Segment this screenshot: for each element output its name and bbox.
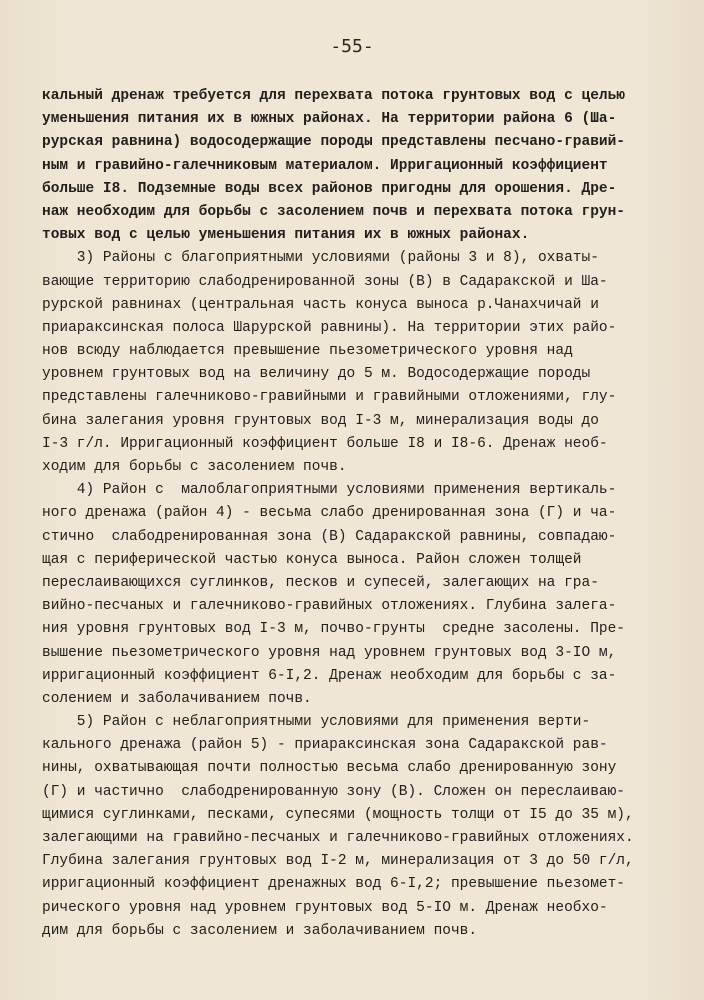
text-line: ния уровня грунтовых вод I-3 м, почво-грунты средне засолены. Пре- bbox=[42, 621, 625, 638]
text-line: рурской равнинах (центральная часть конуса выноса р.Чанахчичай и bbox=[42, 296, 599, 313]
text-line: рурская равнина) водосодержащие породы представлены песчано-гравий- bbox=[42, 134, 625, 151]
text-line: уменьшения питания их в южных районах. На территории района 6 (Ша- bbox=[42, 111, 617, 128]
text-line: вийно-песчаных и галечниково-гравийных отложениях. Глубина залега- bbox=[42, 598, 617, 615]
text-line: товых вод с целью уменьшения питания их в южных районах. bbox=[42, 227, 530, 244]
text-line: ного дренажа (район 4) - весьма слабо дренированная зона (Г) и ча- bbox=[42, 505, 617, 522]
text-line: 3) Районы с благоприятными условиями (районы 3 и 8), охваты- bbox=[42, 250, 599, 267]
text-line: стично слабодренированная зона (В) Садаракской равнины, совпадаю- bbox=[42, 528, 617, 545]
text-line: залегающими на гравийно-песчаных и галечниково-гравийных отложениях. bbox=[42, 830, 634, 846]
text-line: солением и заболачиванием почв. bbox=[42, 690, 312, 707]
text-line: (Г) и частично слабодренированную зону (В). Сложен он переслаиваю- bbox=[42, 783, 625, 800]
body-text bbox=[42, 85, 674, 943]
text-line: нов всюду наблюдается превышение пьезометрического уровня над bbox=[42, 343, 573, 360]
text-line: бина залегания уровня грунтовых вод I-3 м, минерализация воды до bbox=[42, 412, 599, 429]
text-line: кального дренажа (район 5) - приараксинская зона Садаракской рав- bbox=[42, 737, 608, 754]
text-line: 4) Район с малоблагоприятными условиями применения вертикаль- bbox=[42, 482, 617, 499]
text-line: ходим для борьбы с засолением почв. bbox=[42, 459, 347, 475]
text-line: ирригационный коэффициент дренажных вод 6-I,2; превышение пьезомет- bbox=[42, 876, 625, 893]
text-line: наж необходим для борьбы с засолением почв и перехвата потока грун- bbox=[42, 203, 625, 220]
text-line: больше I8. Подземные воды всех районов пригодны для орошения. Дре- bbox=[42, 180, 617, 197]
page-number: -55- bbox=[330, 36, 374, 57]
text-line: рического уровня над уровнем грунтовых вод 5-IO м. Дренаж необхо- bbox=[42, 899, 608, 916]
text-line: Глубина залегания грунтовых вод I-2 м, минерализация от 3 до 50 г/л, bbox=[42, 853, 634, 870]
text-line: ирригационный коэффициент 6-I,2. Дренаж необходим для борьбы с за- bbox=[42, 667, 617, 684]
text-line: уровнем грунтовых вод на величину до 5 м. Водосодержащие породы bbox=[42, 366, 591, 383]
text-line: представлены галечниково-гравийными и гравийными отложениями, глу- bbox=[42, 389, 617, 406]
text-line: приараксинская полоса Шарурской равнины). На территории этих райо- bbox=[42, 319, 617, 336]
text-line: щая с периферической частью конуса выноса. Район сложен толщей bbox=[42, 551, 582, 568]
text-line: I-3 г/л. Ирригационный коэффициент больше I8 и I8-6. Дренаж необ- bbox=[42, 435, 608, 452]
text-line: 5) Район с неблагоприятными условиями для применения верти- bbox=[42, 714, 591, 731]
text-line: нины, охватывающая почти полностью весьма слабо дренированную зону bbox=[42, 760, 617, 777]
text-line: щимися суглинками, песками, супесями (мощность толщи от I5 до 35 м), bbox=[42, 806, 634, 823]
text-line: переслаивающихся суглинков, песков и супесей, залегающих на гра- bbox=[42, 574, 599, 591]
text-line: вающие территорию слабодренированной зоны (В) в Садаракской и Ша- bbox=[42, 273, 608, 290]
text-line: ным и гравийно-галечниковым материалом. Ирригационный коэффициент bbox=[42, 157, 608, 174]
text-line: кальный дренаж требуется для перехвата потока грунтовых вод с целью bbox=[42, 88, 625, 104]
text-line: дим для борьбы с засолением и заболачиванием почв. bbox=[42, 922, 478, 939]
text-line: вышение пьезометрического уровня над уровнем грунтовых вод 3-IO м, bbox=[42, 644, 617, 661]
